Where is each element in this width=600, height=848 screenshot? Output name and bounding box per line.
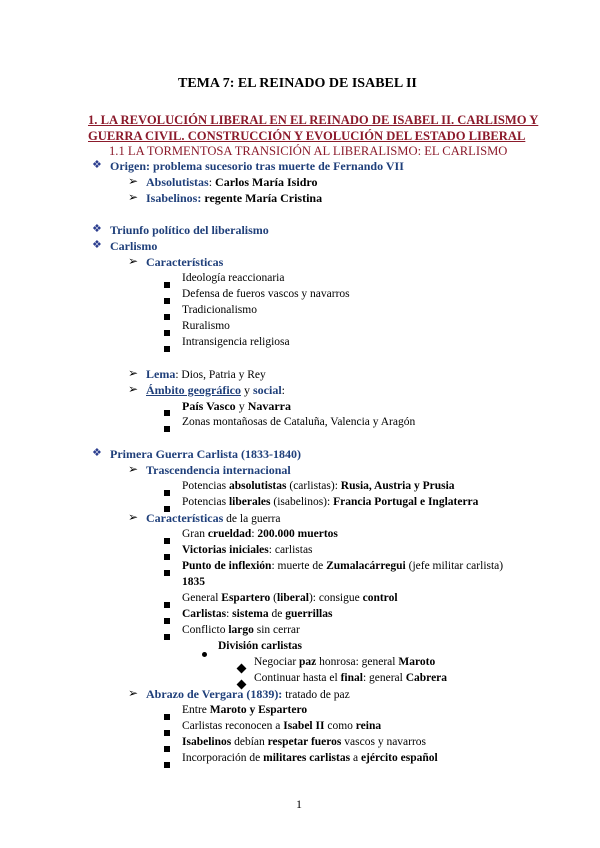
arrow-bullet-icon: ➢ [128, 510, 139, 524]
text-bold: 200.000 muertos [257, 528, 338, 540]
arrow-bullet-icon: ➢ [128, 366, 139, 380]
list-item: Defensa de fueros vascos y navarros [182, 288, 350, 300]
navarra: Navarra [247, 399, 292, 413]
page-number: 1 [296, 797, 302, 811]
text: : [251, 528, 258, 540]
carlistas-guerrillas-line [182, 606, 332, 622]
arrow-bullet-icon: ➢ [128, 382, 139, 396]
isabelinos-line [146, 190, 322, 206]
lema-label: Lema [146, 367, 176, 381]
text-bold: militares carlistas [263, 752, 351, 764]
text-bold: Francia Portugal e Inglaterra [333, 496, 479, 508]
text-bold: largo [228, 624, 254, 636]
trascendencia-heading: Trascendencia internacional [146, 463, 291, 477]
section-heading-line1: 1. LA REVOLUCIÓN LIBERAL EN EL REINADO DE ISABEL II. CARLISMO Y [88, 113, 539, 127]
negociar-line [254, 654, 435, 670]
ambito-y: y [240, 383, 253, 397]
punto-inflexion-line [182, 558, 503, 574]
arrow-bullet-icon: ➢ [128, 686, 139, 700]
text-bold: control [362, 592, 398, 604]
conj: y [235, 399, 248, 413]
text: vascos y navarros [341, 736, 427, 748]
subsection-heading: 1.1 LA TORMENTOSA TRANSICIÓN AL LIBERALISMO: EL CARLISMO [109, 144, 508, 158]
list-item: Intransigencia religiosa [182, 336, 290, 348]
section-heading-line2: GUERRA CIVIL. CONSTRUCCIÓN Y EVOLUCIÓN DEL ESTADO LIBERAL [88, 129, 526, 143]
absolutistas-label: Absolutistas [146, 175, 209, 189]
text-bold: paz [299, 656, 317, 668]
text-bold: Punto de inflexión [182, 560, 272, 572]
text-bold: ejército español [360, 752, 438, 764]
arrow-bullet-icon: ➢ [128, 462, 139, 476]
text: Conflicto [182, 624, 229, 636]
text: a [350, 752, 361, 764]
text: : [226, 608, 233, 620]
lema-value: : Dios, Patria y Rey [175, 369, 266, 381]
square-bullet-icon [164, 755, 170, 773]
text-bold: Zumalacárregui [326, 560, 406, 572]
respetar-fueros-line [182, 734, 426, 750]
text-bold: Rusia, Austria y Prusia [340, 480, 455, 492]
square-bullet-icon [164, 339, 170, 357]
isabelinos-value: regente María Cristina [201, 191, 323, 205]
incorporacion-line [182, 750, 438, 766]
text: (jefe militar carlista) [405, 560, 504, 572]
text: tratado de paz [282, 689, 350, 701]
triunfo-heading: Triunfo político del liberalismo [110, 223, 269, 237]
text: : general [362, 672, 406, 684]
text-bold: reina [355, 720, 382, 732]
isabelinos-label: Isabelinos: [146, 191, 202, 205]
text-bold: Maroto [398, 656, 436, 668]
pais-vasco: País Vasco [182, 399, 236, 413]
ambito-colon: : [281, 383, 285, 397]
conflicto-line [182, 622, 300, 638]
square-bullet-icon [164, 627, 170, 645]
diamond-bullet-icon: ❖ [92, 447, 102, 459]
list-item: Tradicionalismo [182, 304, 257, 316]
reconocen-line [182, 718, 381, 734]
diamond-bullet-icon: ❖ [92, 159, 102, 171]
square-bullet-icon [164, 419, 170, 437]
text-bold: absolutistas [228, 480, 287, 492]
text-bold: guerrillas [285, 608, 333, 620]
text: sin cerrar [253, 624, 300, 636]
round-bullet-icon [202, 644, 207, 662]
text: honrosa: general [316, 656, 399, 668]
text: Continuar hasta el [254, 672, 341, 684]
text: : carlistas [268, 544, 313, 556]
text-bold: liberales [228, 496, 271, 508]
text-bold: Isabelinos [182, 736, 232, 748]
origen-heading: Origen: problema sucesorio tras muerte de Fernando VII [110, 159, 404, 173]
text-bold: liberal [276, 592, 309, 604]
text: (carlistas): [286, 480, 341, 492]
text-bold: Victorias iniciales [182, 544, 269, 556]
abrazo-label: Abrazo de Vergara (1839): [146, 687, 283, 701]
arrow-bullet-icon: ➢ [128, 190, 139, 204]
list-item: Ruralismo [182, 320, 230, 332]
text: ): consigue [308, 592, 363, 604]
list-item: Zonas montañosas de Cataluña, Valencia y Aragón [182, 416, 416, 428]
text-bold: final [340, 672, 363, 684]
text: Incorporación de [182, 752, 264, 764]
text: General [182, 592, 222, 604]
text-bold: sistema [232, 608, 269, 620]
square-bullet-icon [164, 563, 170, 581]
text-bold: Isabel II [283, 720, 325, 732]
potencias-liberales-line [182, 494, 478, 510]
victorias-line [182, 542, 313, 558]
text: debían [231, 736, 268, 748]
carlismo-heading: Carlismo [110, 239, 158, 253]
diamond-bullet-icon: ❖ [92, 223, 102, 235]
text: Potencias [182, 480, 229, 492]
text-bold: Espartero [221, 592, 271, 604]
text: Negociar [254, 656, 300, 668]
text-bold: crueldad [207, 528, 252, 540]
text: Carlistas reconocen a [182, 720, 284, 732]
crueldad-line [182, 526, 338, 542]
arrow-bullet-icon: ➢ [128, 174, 139, 188]
text: : muerte de [271, 560, 327, 572]
page-title: TEMA 7: EL REINADO DE ISABEL II [178, 76, 417, 91]
text: ( [270, 592, 277, 604]
text: Entre [182, 704, 210, 716]
lema-line [146, 366, 266, 383]
caracteristicas-heading: Características [146, 255, 224, 269]
caracteristicas-label: Características [146, 511, 224, 525]
abrazo-line [146, 686, 350, 703]
entre-line [182, 702, 307, 718]
ambito-label: Ámbito geográfico [146, 383, 241, 397]
text-bold: respetar fueros [267, 736, 342, 748]
text-bold: Cabrera [405, 672, 448, 684]
list-item: Ideología reaccionaria [182, 272, 285, 284]
text: (isabelinos): [270, 496, 334, 508]
text-bold: Maroto y Espartero [209, 704, 308, 716]
arrow-bullet-icon: ➢ [128, 254, 139, 268]
text: como [324, 720, 356, 732]
text: de [268, 608, 286, 620]
text: Gran [182, 528, 208, 540]
division-carlistas: División carlistas [218, 640, 303, 652]
absolutistas-line [146, 174, 317, 190]
ambito-line [146, 382, 285, 398]
punto-inflexion-year: 1835 [182, 576, 205, 588]
text: Potencias [182, 496, 229, 508]
espartero-line [182, 590, 398, 606]
diamond-bullet-icon: ❖ [92, 239, 102, 251]
absolutistas-value: Carlos María Isidro [215, 175, 318, 189]
potencias-absolutistas-line [182, 478, 455, 494]
ambito-social: social [252, 383, 282, 397]
continuar-line [254, 670, 447, 686]
guerra-heading: Primera Guerra Carlista (1833-1840) [110, 447, 301, 461]
pais-vasco-line [182, 398, 291, 414]
sep: : [208, 175, 216, 189]
text-bold: Carlistas [182, 608, 227, 620]
caracteristicas-guerra-line [146, 510, 280, 527]
text: de la guerra [223, 513, 281, 525]
